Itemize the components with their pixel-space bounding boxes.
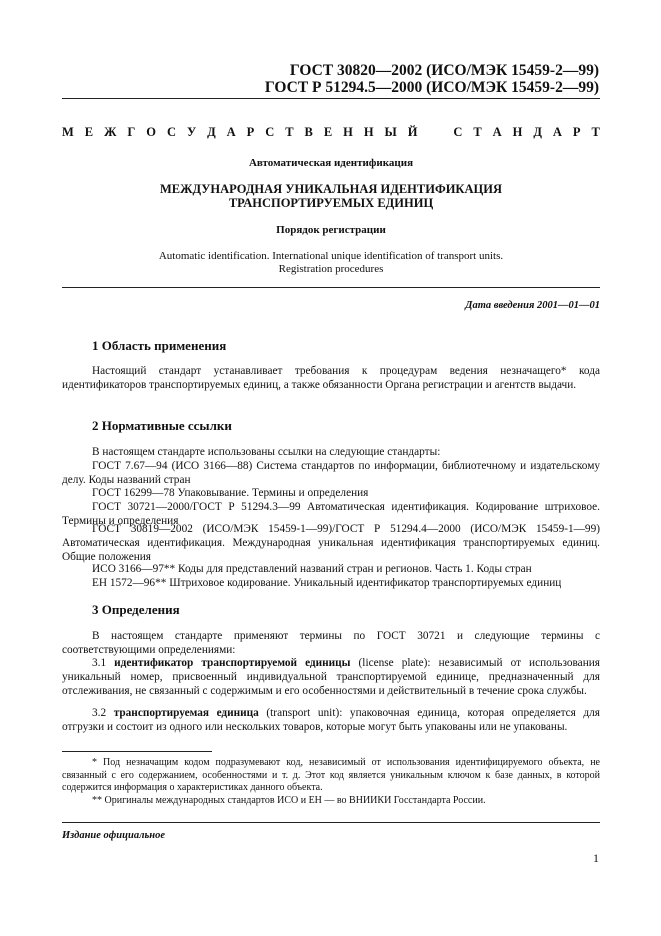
main-title-line-1: МЕЖДУНАРОДНАЯ УНИКАЛЬНАЯ ИДЕНТИФИКАЦИЯ [160, 182, 502, 196]
reference-en-1572: ЕН 1572—96** Штриховое кодирование. Уникальный идентификатор транспортируемых единиц [92, 577, 562, 589]
official-edition-label: Издание официальное [62, 830, 166, 841]
section-1-heading: 1 Область применения [92, 338, 227, 353]
footnote-2: ** Оригиналы международных стандартов ИСО и ЕН — во ВНИИКИ Госстандарта России. [92, 795, 486, 806]
interstate-standard-banner: М Е Ж Г О С У Д А Р С Т В Е Н Н Ы Й С Т А Н Д А Р Т [62, 125, 600, 139]
reference-gost-7-67: ГОСТ 7.67—94 (ИСО 3166—88) Система стандартов по информации, библиотечному и издательскому делу. Коды названий стран [62, 460, 600, 487]
footer-rule [62, 822, 600, 823]
references-intro: В настоящем стандарте использованы ссылки на следующие стандарты: [92, 446, 441, 458]
subtitle: Порядок регистрации [276, 224, 386, 236]
footnote-separator [62, 751, 212, 752]
main-title-line-2: ТРАНСПОРТИРУЕМЫХ ЕДИНИЦ [228, 196, 434, 210]
section-2-heading: 2 Нормативные ссылки [92, 418, 232, 433]
section-1-paragraph: Настоящий стандарт устанавливает требования к процедурам ведения незначащего* кода идентификаторов транспортируемых единиц, а также обязанности Органа регистрации и агентств выдачи. [62, 365, 600, 392]
category-title: Автоматическая идентификация [248, 157, 414, 169]
standard-number-2: ГОСТ Р 51294.5—2000 (ИСО/МЭК 15459-2—99) [264, 79, 599, 96]
title-rule [62, 287, 600, 288]
english-title-line-2: Registration procedures [278, 263, 384, 275]
english-title-line-1: Automatic identification. International unique identification of transport units. [158, 250, 504, 262]
definition-license-plate: 3.1 идентификатор транспортируемой единицы (license plate): независимый от использования уникальный номер, присвоенный индивидуальной транспортируемой единице, предназначенный для отслеживания, не связанный с содержимым и его особенностями и действительный в течение срока службы. [62, 657, 600, 698]
intro-date: Дата введения 2001—01—01 [465, 300, 600, 311]
section-3-heading: 3 Определения [92, 602, 180, 617]
page-number: 1 [593, 851, 599, 865]
standard-number-1: ГОСТ 30820—2002 (ИСО/МЭК 15459-2—99) [289, 62, 599, 79]
reference-gost-30819: ГОСТ 30819—2002 (ИСО/МЭК 15459-1—99)/ГОСТ Р 51294.4—2000 (ИСО/МЭК 15459-1—99) Автоматическая идентификация. Международная уникальная идентификация транспортируемых единиц. Общие положения [62, 523, 600, 564]
footnote-1: * Под незначащим кодом подразумевают код, независимый от использования идентифицируемого объекта, не связанный с его содержанием, особенностями и т. д. Этот код является уникальным ключом к базе данных, в которой содержится информация о характеристиках данного объекта. [62, 757, 600, 794]
definition-transport-unit: 3.2 транспортируемая единица (transport unit): упаковочная единица, которая определяется для отгрузки и состоит из одного или нескольких товаров, которые могут быть упакованы или не упакованы. [62, 707, 601, 734]
term-license-plate: идентификатор транспортируемой единицы [114, 657, 351, 669]
reference-iso-3166: ИСО 3166—97** Коды для представлений названий стран и регионов. Часть 1. Коды стран [92, 563, 532, 575]
reference-gost-16299: ГОСТ 16299—78 Упаковывание. Термины и определения [92, 487, 369, 499]
reference-gost-30721: ГОСТ 30721—2000/ГОСТ Р 51294.3—99 Автоматическая идентификация. Кодирование штриховое. Термины и определения [62, 501, 600, 528]
header-rule [62, 98, 600, 99]
definitions-intro: В настоящем стандарте применяют термины по ГОСТ 30721 и следующие термины с соответствующими определениями: [62, 630, 600, 657]
term-transport-unit: транспортируемая единица [113, 707, 259, 719]
